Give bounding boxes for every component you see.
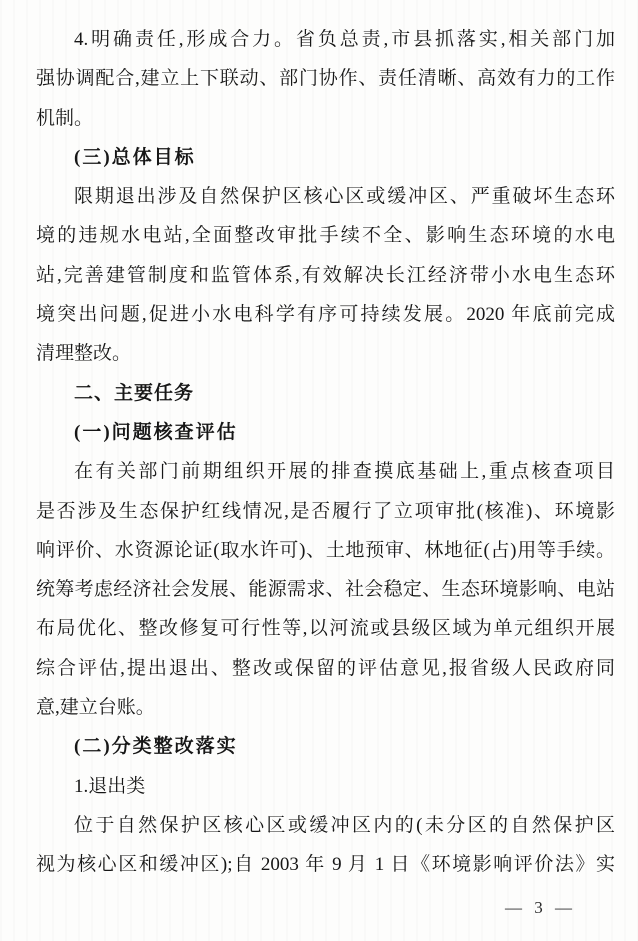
body-line: 4.明确责任,形成合力。省负总责,市县抓落实,相关部门加 [74,29,615,50]
body-line: 视为核心区和缓冲区);自 2003 年 9 月 1 日《环境影响评价法》实 [36,854,615,876]
section-heading-main-tasks: 二、主要任务 [74,382,195,404]
subsection-heading-categorized-rectification: (二)分类整改落实 [74,736,238,758]
body-line: 境突出问题,促进小水电科学有序可持续发展。2020 年底前完成 [36,304,615,326]
body-line: 统筹考虑经济社会发展、能源需求、社会稳定、生态环境影响、电站 [36,579,615,601]
body-line: 位于自然保护区核心区或缓冲区内的(未分区的自然保护区 [74,814,615,836]
body-line: 布局优化、整改修复可行性等,以河流或县级区域为单元组织开展 [36,618,615,640]
body-line: 是否涉及生态保护红线情况,是否履行了立项审批(核准)、环境影 [36,500,615,522]
numbered-item-exit-category: 1.退出类 [74,775,146,797]
body-line: 综合评估,提出退出、整改或保留的评估意见,报省级人民政府同 [36,657,615,679]
body-line: 在有关部门前期组织开展的排查摸底基础上,重点核查项目 [74,461,615,483]
document-text-block [36,20,615,885]
body-line: 强协调配合,建立上下联动、部门协作、责任清晰、高效有力的工作 [36,68,615,90]
body-line: 境的违规水电站,全面整改审批手续不全、影响生态环境的水电 [36,225,615,247]
page-number: — 3 — [505,898,576,917]
subsection-heading-overall-goal: (三)总体目标 [74,146,196,168]
body-line: 响评价、水资源论证(取水许可)、土地预审、林地征(占)用等手续。 [36,539,615,561]
body-line: 机制。 [36,107,94,129]
body-line: 清理整改。 [36,343,132,365]
body-line: 意,建立台账。 [36,697,155,719]
body-line: 限期退出涉及自然保护区核心区或缓冲区、严重破坏生态环 [74,186,615,208]
body-line: 站,完善建管制度和监管体系,有效解决长江经济带小水电生态环 [36,264,615,286]
subsection-heading-problem-verification: (一)问题核查评估 [74,421,238,443]
